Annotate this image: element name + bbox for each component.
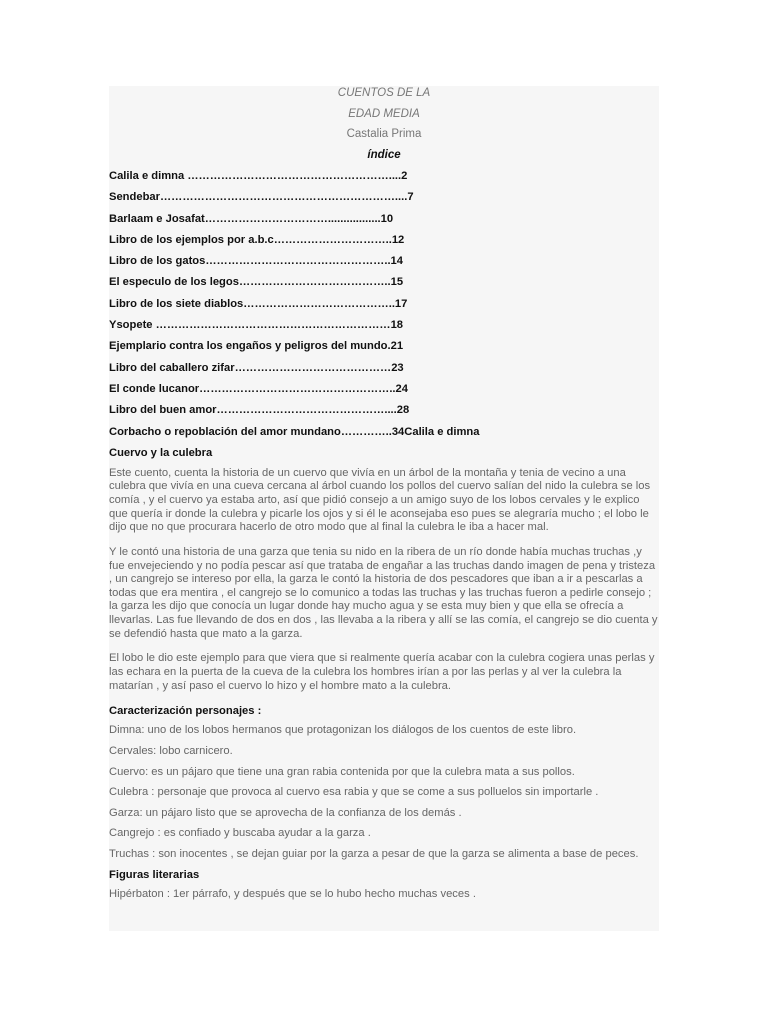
paragraph: El lobo le dio este ejemplo para que viera que si realmente quería acabar con la culebra cogiera unas perlas y las echara en la puerta de la cueva de la culebra los hombres irían a por las perlas y al ver la culebra la matarían , y así paso el cuervo lo hizo y el hombre mato a la culebra. — [109, 652, 655, 692]
toc-entry: Sendebar………………………………………………………....7 — [109, 191, 414, 204]
index-label: índice — [367, 148, 401, 161]
figures-heading: Figuras literarias — [109, 869, 200, 882]
toc-entry: Barlaam e Josafat…………………………….................10 — [109, 212, 394, 225]
character-entry: Truchas : son inocentes , se dejan guiar por la garza a pesar de que la garza se alimenta a base de peces. — [109, 847, 639, 860]
title-line-2: EDAD MEDIA — [348, 107, 420, 120]
character-entry: Garza: un pájaro listo que se aprovecha de la confianza de los demás . — [109, 806, 462, 819]
character-entry: Cangrejo : es confiado y buscaba ayudar a la garza . — [109, 827, 371, 840]
toc-entry: Libro del caballero zifar……………………………………23 — [109, 361, 404, 374]
document-content — [109, 86, 659, 902]
title-line-1: CUENTOS DE LA — [337, 87, 431, 99]
character-entry: Dimna: uno de los lobos hermanos que protagonizan los diálogos de los cuentos de este libro. — [109, 724, 577, 737]
character-entry: Culebra : personaje que provoca al cuervo esa rabia y que se come a sus polluelos sin importarle . — [109, 786, 599, 799]
paragraph: Y le contó una historia de una garza que tenia su nido en la ribera de un río donde había muchas truchas ,y fue envejeciendo y no podía pescar así que trataba de engañar a las truchas dando imagen de pena y tristeza , un cangrejo se intereso por ella, la garza le contó la historia de dos pescadores que iban a ir a pescarlas a todas que era mentira , el cangrejo se lo comunico a todas las truchas y las truchas fueron a pedirle consejo ; la garza les dijo que conocía un lugar donde hay mucho agua y se esta muy bien y que ella se ofrecía a llevarlas. Las fue llevando de dos en dos , las llevaba a la ribera y allí se las comía, el cangrejo se dio cuenta y se defendió hasta que mato a la garza. — [109, 546, 658, 640]
publisher: Castalia Prima — [346, 128, 422, 140]
toc-entry: Ysopete ………………………………………………………18 — [109, 319, 404, 332]
toc-entry: Libro de los siete diablos…………………………………..17 — [109, 297, 408, 310]
table-of-contents — [109, 169, 659, 446]
figure-entry: Hipérbaton : 1er párrafo, y después que se lo hubo hecho muchas veces . — [109, 888, 476, 901]
characters-heading: Caracterización personajes : — [109, 705, 262, 718]
paragraph: Este cuento, cuenta la historia de un cuervo que vivía en un árbol de la montaña y tenia de vecino a una culebra que vivía en una cueva cercana al árbol cuando los pollos del cuervo salían del nido la culebra se los comía , y el cuervo ya estaba arto, así que pidió consejo a un amigo suyo de los lobos cervales y le explico que quería ir donde la culebra y picarle los ojos y si él le aconsejaba eso pues se alegraría mucho ; el lobo le dijo que no que procurara hacerlo de otro modo que al final la culebra le iba a hacer mal. — [109, 466, 651, 534]
toc-entry: El conde lucanor……………………………………………..24 — [109, 382, 408, 395]
toc-entry: Libro de los ejemplos por a.b.c…………………………..12 — [109, 233, 405, 246]
toc-entry: Ejemplario contra los engaños y peligros del mundo.21 — [109, 340, 404, 353]
character-entry: Cervales: lobo carnicero. — [109, 744, 233, 757]
document-page — [109, 86, 659, 931]
toc-entry: El especulo de los legos…………………………………..15 — [109, 276, 404, 289]
toc-entry: Libro de los gatos…………………………………………..14 — [109, 255, 404, 268]
character-entry: Cuervo: es un pájaro que tiene una gran rabia contenida por que la culebra mata a sus pollos. — [109, 765, 575, 778]
toc-entry: Libro del buen amor………………………………………....28 — [109, 404, 410, 417]
section-title: Cuervo y la culebra — [109, 446, 213, 459]
toc-entry: Corbacho o repoblación del amor mundano…………..34Calila e dimna — [109, 425, 480, 438]
toc-entry: Calila e dimna ………………………………………………....2 — [109, 170, 408, 182]
